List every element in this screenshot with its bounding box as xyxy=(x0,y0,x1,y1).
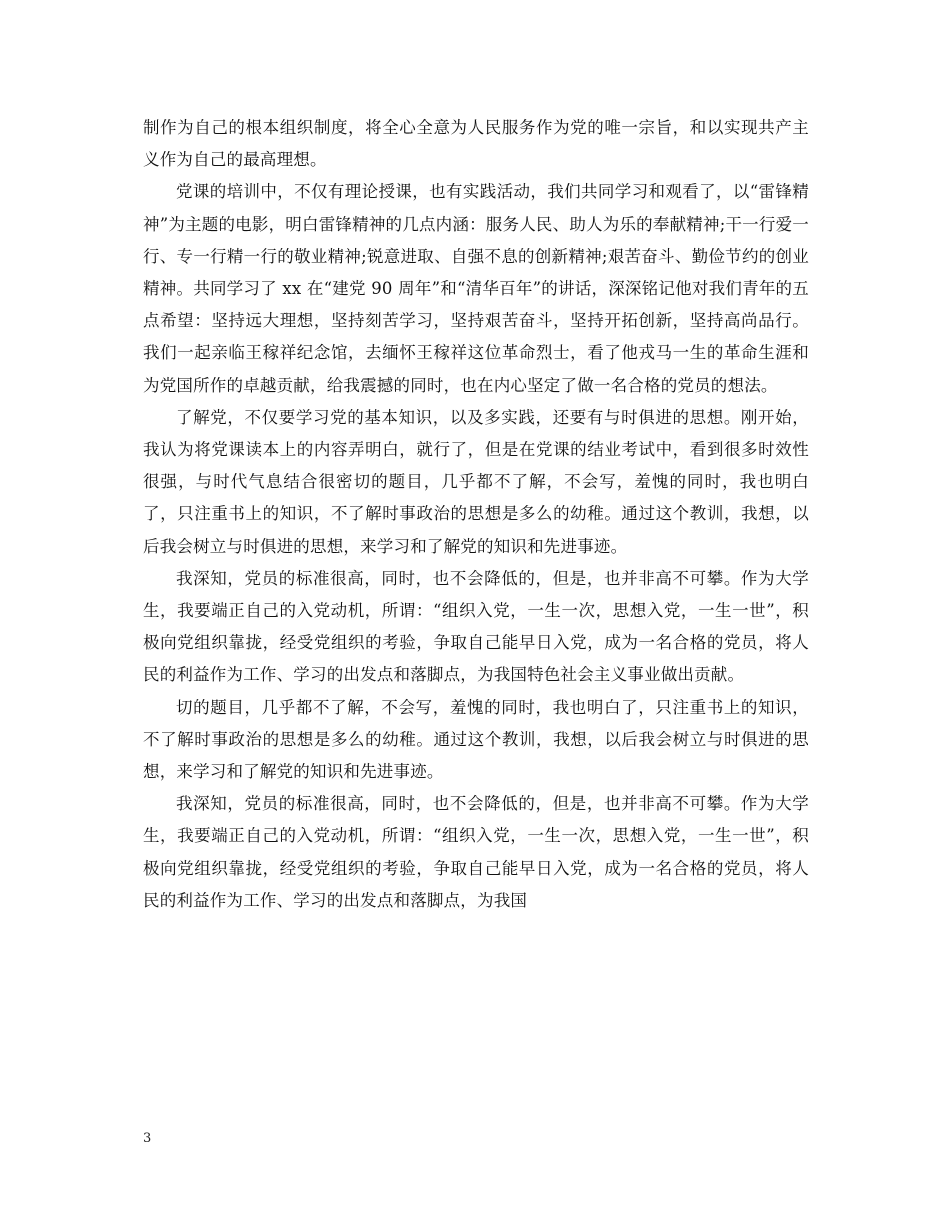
paragraph-party-class-training: 党课的培训中，不仅有理论授课，也有实践活动，我们共同学习和观看了，以“雷锋精神”为主题的电影，明白雷锋精神的几点内涵：服务人民、助人为乐的奉献精神;干一行爱一行、专一行精一行的敬业精神;锐意进取、自强不息的创新精神;艰苦奋斗、勤俭节约的创业精神。共同学习了 xx 在“建党 90 周年”和“清华百年”的讲话，深深铭记他对我们青年的五点希望：坚持远大理想，坚持刻苦学习，坚持艰苦奋斗，坚持开拓创新，坚持高尚品行。我们一起亲临王稼祥纪念馆，去缅怀王稼祥这位革命烈士，看了他戎马一生的革命生涯和为党国所作的卓越贡献，给我震撼的同时，也在内心坚定了做一名合格的党员的想法。 xyxy=(143,182,809,395)
paragraph-repeated-lesson: 切的题目，几乎都不了解，不会写，羞愧的同时，我也明白了，只注重书上的知识，不了解时事政治的思想是多么的幼稚。通过这个教训，我想，以后我会树立与时俱进的思想，来学习和了解党的知识和先进事迹。 xyxy=(143,697,809,782)
paragraph-party-member-standard: 我深知，党员的标准很高，同时，也不会降低的，但是，也并非高不可攀。作为大学生，我要端正自己的入党动机，所谓：“组织入党，一生一次，思想入党，一生一世”，积极向党组织靠拢，经受党组织的考验，争取自己能早日入党，成为一名合格的党员，将人民的利益作为工作、学习的出发点和落脚点，为我国特色社会主义事业做出贡献。 xyxy=(143,568,809,685)
page-number: 3 xyxy=(143,1131,152,1146)
paragraph-repeated-standard: 我深知，党员的标准很高，同时，也不会降低的，但是，也并非高不可攀。作为大学生，我要端正自己的入党动机，所谓：“组织入党，一生一次，思想入党，一生一世”，积极向党组织靠拢，经受党组织的考验，争取自己能早日入党，成为一名合格的党员，将人民的利益作为工作、学习的出发点和落脚点，为我国 xyxy=(143,794,809,910)
paragraph-understanding-party: 了解党，不仅要学习党的基本知识，以及多实践，还要有与时俱进的思想。刚开始，我认为将党课读本上的内容弄明白，就行了，但是在党课的结业考试中，看到很多时效性很强，与时代气息结合很密切的题目，几乎都不了解，不会写，羞愧的同时，我也明白了，只注重书上的知识，不了解时事政治的思想是多么的幼稚。通过这个教训，我想，以后我会树立与时俱进的思想，来学习和了解党的知识和先进事迹。 xyxy=(143,407,809,556)
paragraph-continuation: 制作为自己的根本组织制度，将全心全意为人民服务作为党的唯一宗旨，和以实现共产主义作为自己的最高理想。 xyxy=(143,118,809,170)
document-body xyxy=(143,112,809,917)
